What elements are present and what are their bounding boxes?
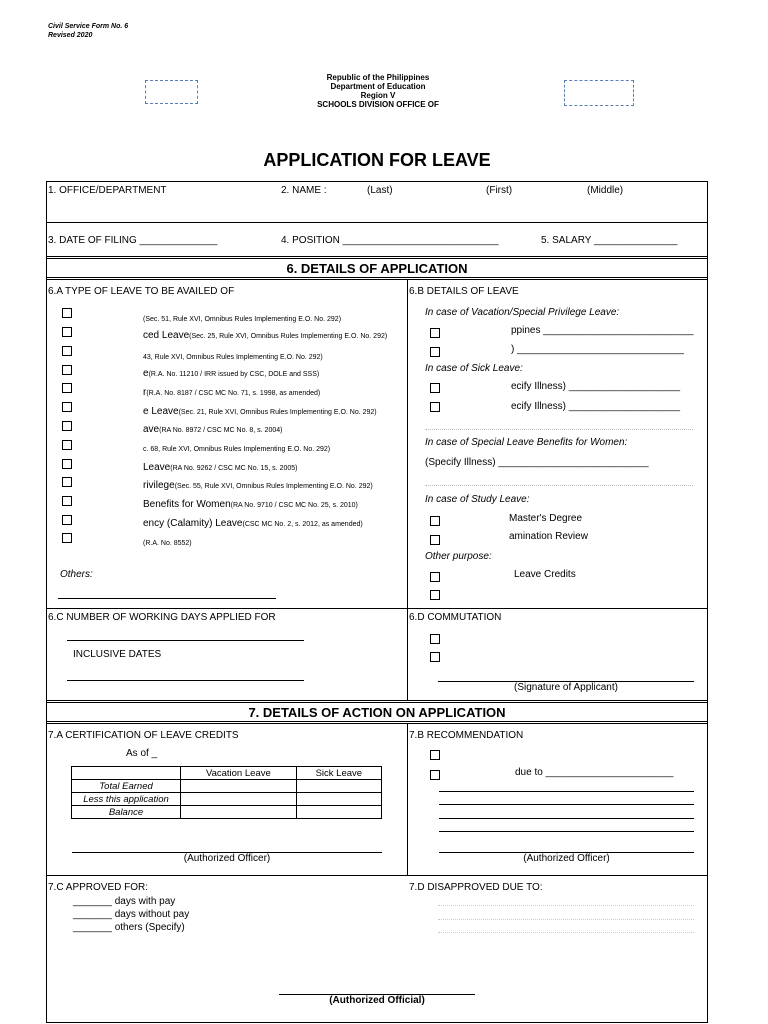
other-purpose-checkbox[interactable]	[430, 590, 440, 600]
study-option-checkbox[interactable]	[430, 535, 440, 545]
vacation-option-1: ppines ___________________________	[511, 325, 694, 336]
as-of-field[interactable]: As of _	[126, 748, 158, 759]
leave-credits-table	[71, 766, 382, 819]
leave-type-item: 43, Rule XVI, Omnibus Rules Implementing E.O. No. 292)	[143, 354, 323, 361]
leave-type-item: ced Leave(Sec. 25, Rule XVI, Omnibus Rules Implementing E.O. No. 292)	[143, 330, 388, 341]
study-option-checkbox[interactable]	[430, 516, 440, 526]
study-heading: In case of Study Leave:	[425, 494, 530, 505]
table-row: Vacation Leave Sick Leave	[72, 767, 382, 780]
leave-type-checkbox[interactable]	[62, 477, 72, 487]
leave-type-item: ency (Calamity) Leave(CSC MC No. 2, s. 2012, as amended)	[143, 518, 363, 529]
leave-type-checkbox[interactable]	[62, 402, 72, 412]
vacation-option-checkbox[interactable]	[430, 347, 440, 357]
table-row: Total Earned	[72, 780, 382, 793]
leave-type-item: (Sec. 51, Rule XVI, Omnibus Rules Implementing E.O. No. 292)	[143, 316, 342, 323]
leave-type-checkbox[interactable]	[62, 383, 72, 393]
leave-type-item: ave(RA No. 8972 / CSC MC No. 8, s. 2004)	[143, 424, 283, 435]
inclusive-dates-field[interactable]	[67, 680, 304, 681]
leave-type-item: e Leave(Sec. 21, Rule XVI, Omnibus Rules Implementing E.O. No. 292)	[143, 406, 377, 417]
working-days-field[interactable]	[67, 640, 304, 641]
section-6-title: 6. DETAILS OF APPLICATION	[286, 261, 468, 276]
table-row: Less this application	[72, 793, 382, 806]
others-label: Others:	[60, 569, 93, 580]
officer-b-signature-label: (Authorized Officer)	[523, 853, 610, 864]
leave-type-checkbox[interactable]	[62, 346, 72, 356]
leave-type-checkbox[interactable]	[62, 308, 72, 318]
name-last: (Last)	[367, 185, 393, 196]
women-illness-field[interactable]: (Specify Illness) ___________________________	[425, 457, 649, 468]
sick-option-checkbox[interactable]	[430, 402, 440, 412]
page-title: APPLICATION FOR LEAVE	[263, 150, 491, 170]
leave-type-checkbox[interactable]	[62, 421, 72, 431]
section-7d-title: 7.D DISAPPROVED DUE TO:	[409, 882, 543, 893]
leave-type-item: Leave(RA No. 9262 / CSC MC No. 15, s. 2005)	[143, 462, 298, 473]
leave-type-item: Benefits for Women(RA No. 9710 / CSC MC No. 25, s. 2010)	[143, 499, 358, 510]
leave-type-checkbox[interactable]	[62, 365, 72, 375]
name-middle: (Middle)	[587, 185, 624, 196]
leave-type-checkbox[interactable]	[62, 440, 72, 450]
commutation-checkbox[interactable]	[430, 634, 440, 644]
leave-type-checkbox[interactable]	[62, 496, 72, 506]
sick-option-1: ecify Illness) ____________________	[511, 381, 681, 392]
other-purpose-1: Leave Credits	[514, 569, 576, 580]
section-6a-title: 6.A TYPE OF LEAVE TO BE AVAILED OF	[48, 286, 235, 297]
official-signature-label: (Authorized Official)	[329, 995, 425, 1006]
other-purpose-checkbox[interactable]	[430, 572, 440, 582]
others-field[interactable]	[58, 598, 276, 599]
date-of-filing[interactable]: 3. DATE OF FILING ______________	[48, 235, 218, 246]
inclusive-dates-label: INCLUSIVE DATES	[73, 649, 162, 660]
logo-placeholder-left	[145, 80, 198, 104]
leave-type-checkbox[interactable]	[62, 459, 72, 469]
approved-without-pay[interactable]: _______ days without pay	[73, 909, 190, 920]
salary-field[interactable]: 5. SALARY _______________	[541, 235, 678, 246]
vacation-option-checkbox[interactable]	[430, 328, 440, 338]
leave-type-item: e(R.A. No. 11210 / IRR issued by CSC, DOLE and SSS)	[143, 368, 320, 379]
table-row: Balance	[72, 806, 382, 819]
recommendation-checkbox[interactable]	[430, 750, 440, 760]
logo-placeholder-right	[564, 80, 634, 106]
recommendation-checkbox[interactable]	[430, 770, 440, 780]
name-label: 2. NAME :	[281, 185, 327, 196]
commutation-checkbox[interactable]	[430, 652, 440, 662]
vacation-option-2: ) ______________________________	[511, 344, 684, 355]
section-7b-title: 7.B RECOMMENDATION	[409, 730, 524, 741]
form-number: Civil Service Form No. 6 Revised 2020	[48, 23, 129, 39]
due-to-field[interactable]: due to _______________________	[515, 767, 674, 778]
leave-type-item: (R.A. No. 8552)	[143, 540, 192, 547]
women-heading: In case of Special Leave Benefits for Women:	[425, 437, 628, 448]
applicant-signature-label: (Signature of Applicant)	[514, 682, 618, 693]
study-option-1: Master's Degree	[509, 513, 583, 524]
study-option-2: amination Review	[509, 531, 588, 542]
office-label: 1. OFFICE/DEPARTMENT	[48, 185, 167, 196]
section-6d-title: 6.D COMMUTATION	[409, 612, 502, 623]
leave-type-item: r(R.A. No. 8187 / CSC MC No. 71, s. 1998, as amended)	[143, 387, 321, 398]
leave-type-checkbox[interactable]	[62, 327, 72, 337]
section-7-title: 7. DETAILS OF ACTION ON APPLICATION	[248, 705, 506, 720]
sick-option-checkbox[interactable]	[430, 383, 440, 393]
section-7c-title: 7.C APPROVED FOR:	[48, 882, 149, 893]
section-7a-title: 7.A CERTIFICATION OF LEAVE CREDITS	[48, 730, 239, 741]
leave-type-checkbox[interactable]	[62, 515, 72, 525]
other-purpose-heading: Other purpose:	[425, 551, 492, 562]
officer-signature-label: (Authorized Officer)	[183, 853, 271, 864]
section-6c-title: 6.C NUMBER OF WORKING DAYS APPLIED FOR	[48, 612, 276, 623]
leave-type-checkbox[interactable]	[62, 533, 72, 543]
leave-type-item: rivilege(Sec. 55, Rule XVI, Omnibus Rules Implementing E.O. No. 292)	[143, 480, 373, 491]
approved-others[interactable]: _______ others (Specify)	[73, 922, 185, 933]
section-6b-title: 6.B DETAILS OF LEAVE	[409, 286, 519, 297]
leave-type-item: c. 68, Rule XVI, Omnibus Rules Implementing E.O. No. 292)	[143, 446, 331, 453]
approved-with-pay[interactable]: _______ days with pay	[73, 896, 176, 907]
sick-heading: In case of Sick Leave:	[425, 363, 523, 374]
vacation-heading: In case of Vacation/Special Privilege Leave:	[425, 307, 620, 318]
sick-option-2: ecify Illness) ____________________	[511, 401, 681, 412]
position-field[interactable]: 4. POSITION ____________________________	[281, 235, 499, 246]
name-first: (First)	[486, 185, 513, 196]
agency-header: Republic of the Philippines Department of Education Region V SCHOOLS DIVISION OFFICE OF	[317, 73, 439, 109]
